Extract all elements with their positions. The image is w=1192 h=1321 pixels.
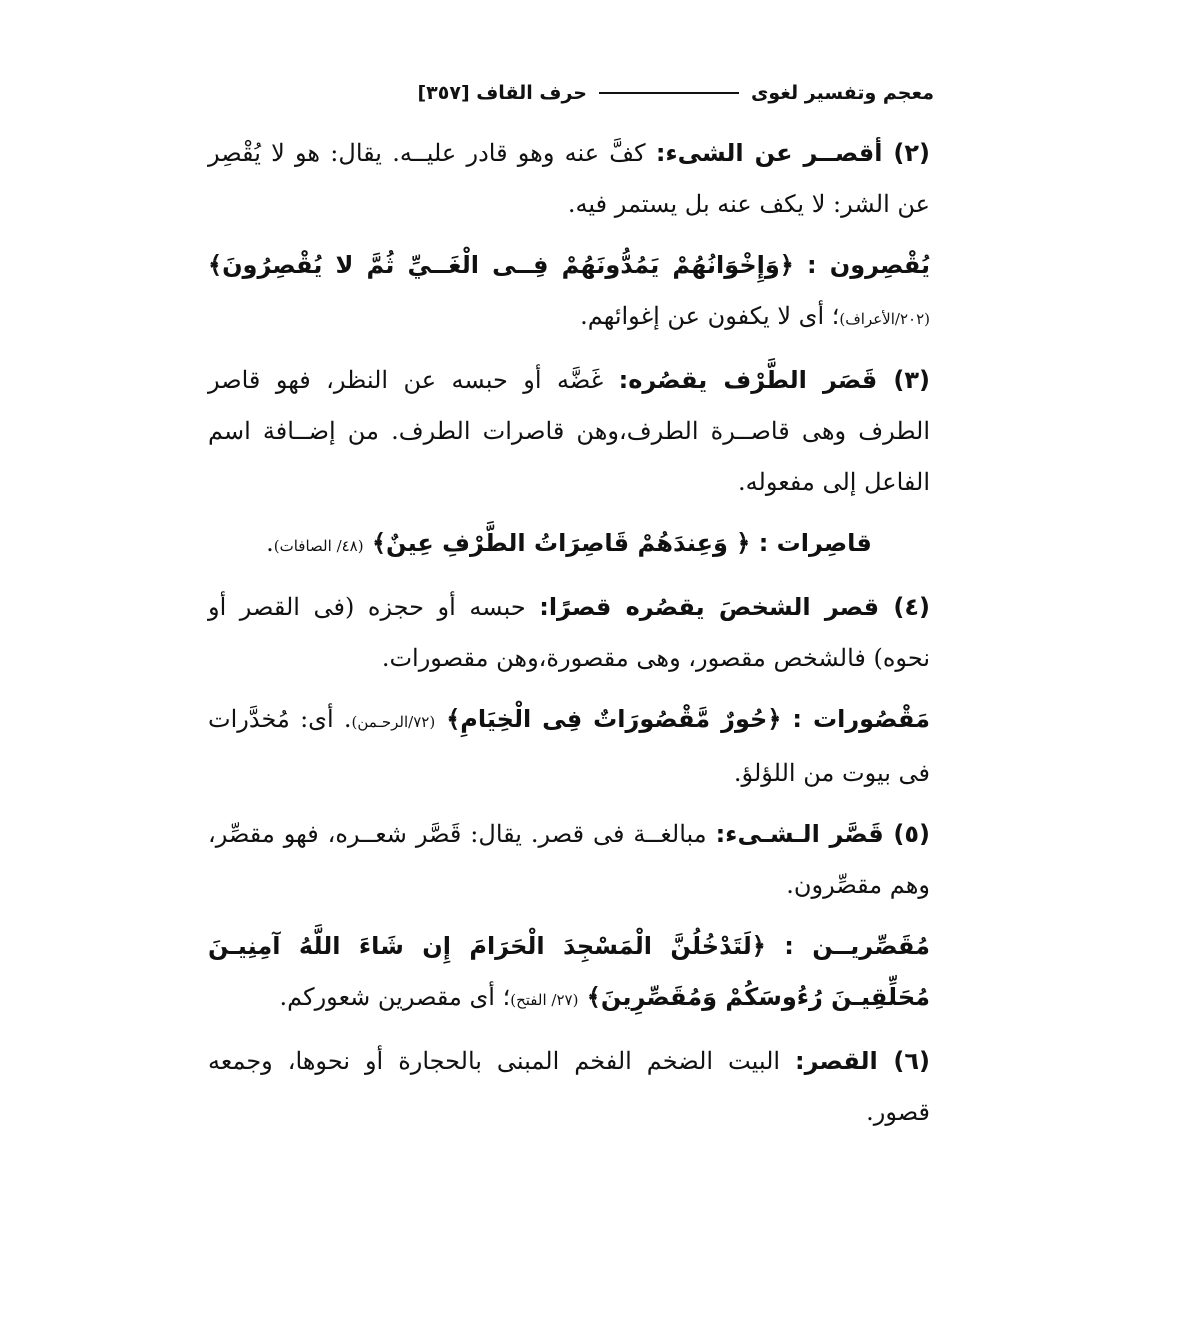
- entry-paragraph: [208, 128, 930, 230]
- verse-reference: (٤٨/ الصافات): [273, 537, 364, 555]
- section-title-page-number: حرف القاف [٣٥٧]: [417, 82, 587, 104]
- header-rule: [599, 92, 739, 94]
- running-header: [210, 78, 934, 108]
- entry-lead: مَقْصُورات :: [792, 705, 930, 733]
- entry-lead: (٥) قَصَّر الـشـىء:: [715, 820, 931, 848]
- entry-text: غَضَّه أو حبسه عن النظر، فهو قاصر الطرف وهى قاصــرة الطرف،وهن قاصرات الطرف. من إضــافة اسم الفاعل إلى مفعوله.: [208, 366, 930, 496]
- entry-lead: مُقَصِّريــن :: [784, 932, 930, 960]
- entry-text: كفَّ عنه وهو قادر عليــه. يقال: هو لا يُقْصِر عن الشر: لا يكف عنه بل يستمر فيه.: [208, 139, 930, 218]
- entry-paragraph: [208, 694, 930, 799]
- book-title: معجم وتفسير لغوى: [750, 82, 934, 104]
- entry-paragraph: [208, 1036, 930, 1138]
- entry-paragraph: [208, 809, 930, 911]
- entry-paragraph: [208, 921, 930, 1026]
- verse-reference: (٢٠٢/الأعراف): [839, 310, 930, 328]
- entry-lead: (٤) قصر الشخصَ يقصُره قصرًا:: [539, 593, 931, 621]
- quran-verse: ﴿ وَعِندَهُمْ قَاصِرَاتُ الطَّرْفِ عِينٌ﴾: [363, 529, 759, 557]
- entry-lead: يُقْصِرون :: [806, 251, 930, 279]
- entry-text: .: [266, 529, 274, 557]
- entries-body: [208, 128, 930, 1148]
- verse-reference: (٧٢/الرحـمن): [351, 713, 436, 731]
- entry-text: ؛ أى لا يكفون عن إغوائهم.: [580, 302, 840, 330]
- entry-lead: (٦) القصر:: [795, 1047, 930, 1075]
- verse-reference: (٢٧/ الفتح): [510, 991, 579, 1009]
- entry-lead: قاصِرات :: [758, 529, 872, 557]
- entry-paragraph: [208, 582, 930, 684]
- entry-text: حبسه أو حجزه (فى القصر أو نحوه) فالشخص مقصور، وهى مقصورة،وهن مقصورات.: [208, 593, 930, 672]
- entry-text: ؛ أى مقصرين شعوركم.: [279, 983, 511, 1011]
- quran-verse: ﴿وَإِخْوَانُهُمْ يَمُدُّونَهُمْ فِــى الْغَــيِّ ثُمَّ لا يُقْصِرُونَ﴾: [208, 251, 807, 279]
- entry-paragraph: [208, 240, 930, 345]
- quran-verse: ﴿حُورٌ مَّقْصُورَاتٌ فِى الْخِيَامِ﴾: [435, 705, 793, 733]
- entry-lead: (٣) قَصَر الطَّرْف يقصُره:: [618, 366, 930, 394]
- entry-paragraph: [208, 355, 930, 508]
- entry-text: البيت الضخم الفخم المبنى بالحجارة أو نحوها، وجمعه قصور.: [208, 1047, 930, 1126]
- entry-text: مبالغــة فى قصر. يقال: قَصَّر شعــره، فهو مقصِّر، وهم مقصِّرون.: [208, 820, 930, 899]
- entry-paragraph: [208, 518, 930, 572]
- entry-lead: (٢) أقصــر عن الشىء:: [655, 139, 930, 167]
- entry-text: . أى: مُخدَّرات فى بيوت من اللؤلؤ.: [208, 705, 930, 787]
- quran-verse: ﴿لَتَدْخُلُنَّ الْمَسْجِدَ الْحَرَامَ إِن شَاءَ اللَّهُ آمِنِيـنَ مُحَلِّقِيـنَ رُءُوسَكُمْ وَمُقَصِّرِينَ﴾: [208, 932, 930, 1011]
